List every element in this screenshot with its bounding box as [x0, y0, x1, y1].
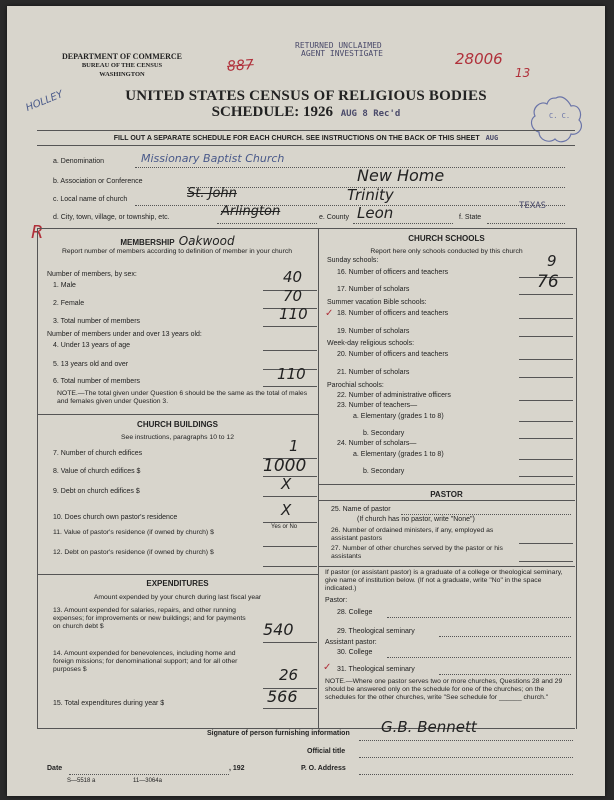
q21-label: 21. Number of scholars [337, 369, 410, 376]
q25-note: (If church has no pastor, write "None") [357, 516, 475, 523]
bureau-name: BUREAU OF THE CENSUS [81, 62, 163, 69]
print-code: 11—3064a [133, 778, 162, 784]
margin-mark-r: R [31, 222, 44, 243]
q18-label: 18. Number of officers and teachers [337, 310, 449, 317]
po-address-label: P. O. Address [301, 765, 346, 772]
parochial-schools-label: Parochial schools: [327, 382, 384, 389]
q19-label: 19. Number of scholars [337, 328, 410, 335]
schedule-title: SCHEDULE: 1926 AUG 8 Rec'd [211, 104, 401, 120]
q28-label: 28. College [337, 609, 373, 616]
city-struck: Arlington [221, 204, 281, 219]
num-edifices-label: 7. Number of church edifices [53, 450, 143, 457]
state-value: TEXAS [519, 201, 547, 211]
q24b-label: b. Secondary [363, 468, 405, 475]
local-name-struck: St. John [187, 186, 237, 201]
association-value: New Home [357, 166, 445, 185]
over-13-label: 5. 13 years old and over [53, 361, 129, 368]
residence-debt-label: 12. Debt on pastor's residence (if owned by church) $ [53, 549, 214, 556]
graduate-instruction: If pastor (or assistant pastor) is a graduate of a college or theological seminary, give name of institution below. (If not a graduate, write "No" in the space indicated.) [325, 569, 563, 592]
pastor-label: Pastor: [325, 597, 348, 604]
female-value: 70 [283, 287, 303, 305]
seal-text: C. C. [549, 112, 571, 120]
association-label: b. Association or Conference [53, 178, 143, 185]
q17-label: 17. Number of scholars [337, 286, 410, 293]
members-by-sex-label: Number of members, by sex: [47, 271, 137, 278]
edifice-value: 1000 [263, 456, 307, 476]
census-form [7, 6, 605, 796]
salaries-label: 13. Amount expended for salaries, repairs, and other running expenses; for improvements or new buildings; and for payments on church debt $ [53, 607, 246, 630]
weekday-schools-label: Week-day religious schools: [327, 340, 415, 347]
location: WASHINGTON [99, 71, 145, 78]
q16-value: 9 [547, 252, 557, 270]
q31-checkmark: ✓ [323, 662, 332, 673]
handwritten-number-887: 887 [226, 57, 255, 75]
expenditures-heading: EXPENDITURES [146, 579, 209, 588]
official-title-label: Official title [307, 748, 346, 755]
male-value: 40 [283, 268, 303, 286]
schools-instruction: Report here only schools conducted by this church [370, 248, 523, 255]
q17-value: 76 [537, 272, 559, 292]
total-expenditures-label: 15. Total expenditures during year $ [53, 700, 165, 707]
edifice-value-label: 8. Value of church edifices $ [53, 468, 141, 475]
denomination-label: a. Denomination [53, 158, 104, 165]
q23-label: 23. Number of teachers— [337, 402, 418, 409]
total-members-label: 3. Total number of members [53, 318, 141, 325]
year-label: , 192 [229, 765, 245, 772]
total-age-value: 110 [277, 365, 306, 383]
buildings-heading: CHURCH BUILDINGS [137, 420, 218, 429]
form-title: UNITED STATES CENSUS OF RELIGIOUS BODIES [125, 88, 487, 104]
form-code: S—5518 a [67, 778, 96, 784]
residence-value-label: 11. Value of pastor's residence (if owned by church) $ [53, 529, 214, 536]
age-label: Number of members under and over 13 years old: [47, 331, 202, 338]
q23a-label: a. Elementary (grades 1 to 8) [353, 413, 444, 420]
local-name-label: c. Local name of church [53, 196, 128, 203]
q16-label: 16. Number of officers and teachers [337, 269, 449, 276]
schools-heading: CHURCH SCHOOLS [408, 234, 485, 243]
male-label: 1. Male [53, 282, 76, 289]
female-label: 2. Female [53, 300, 85, 307]
form-number: 28006 [455, 50, 503, 68]
state-label: f. State [459, 214, 482, 221]
city-label: d. City, town, village, or township, etc. [53, 214, 170, 221]
yes-no-caption: Yes or No [271, 524, 298, 530]
summer-schools-label: Summer vacation Bible schools: [327, 299, 427, 306]
debt-edifices-label: 9. Debt on church edifices $ [53, 488, 140, 495]
pastor-residence-value: X [281, 501, 292, 519]
buildings-instruction: See instructions, paragraphs 10 to 12 [121, 434, 234, 441]
department-header [47, 52, 197, 79]
q26-label: 26. Number of ordained ministers, if any, employed as assistant pastors [331, 527, 494, 542]
q31-label: 31. Theological seminary [337, 666, 415, 673]
benevolences-value: 26 [279, 666, 299, 684]
q24-label: 24. Number of scholars— [337, 440, 417, 447]
q25-label: 25. Name of pastor [331, 506, 391, 513]
membership-heading: MEMBERSHIP Oakwood [120, 234, 235, 248]
q27-label: 27. Number of other churches served by the pastor or his assistants [331, 545, 503, 560]
department-name: DEPARTMENT OF COMMERCE [61, 52, 182, 61]
under-13-label: 4. Under 13 years of age [53, 342, 131, 349]
q20-label: 20. Number of officers and teachers [337, 351, 449, 358]
benevolences-label: 14. Amount expended for benevolences, including home and foreign missions; for denominational support; and for all other purposes $ [53, 650, 238, 673]
membership-note: NOTE.—The total given under Question 6 should be the same as the total of males and females given under Question 3. [57, 390, 308, 405]
form-subnumber: 13 [515, 66, 531, 80]
county-label: e. County [319, 214, 349, 221]
returned-stamp: RETURNED UNCLAIMED AGENT INVESTIGATE [295, 41, 383, 58]
pastor-heading: PASTOR [430, 490, 463, 499]
sunday-schools-label: Sunday schools: [327, 257, 379, 264]
q30-label: 30. College [337, 649, 373, 656]
county-value: Leon [357, 204, 394, 222]
q24a-label: a. Elementary (grades 1 to 8) [353, 451, 444, 458]
pastor-residence-label: 10. Does church own pastor's residence [53, 514, 178, 521]
total-age-label: 6. Total number of members [53, 378, 141, 385]
instructions-banner: FILL OUT A SEPARATE SCHEDULE FOR EACH CHURCH. SEE INSTRUCTIONS ON THE BACK OF THIS SHEET AUG [37, 130, 575, 146]
q18-checkmark: ✓ [325, 308, 334, 319]
holley-note: HOLLEY [24, 89, 65, 114]
q29-label: 29. Theological seminary [337, 628, 415, 635]
expenditures-instruction: Amount expended by your church during last fiscal year [93, 594, 262, 601]
assistant-pastor-label: Assistant pastor: [325, 639, 377, 646]
total-members-value: 110 [279, 305, 308, 323]
salaries-value: 540 [263, 620, 294, 639]
membership-instruction: Report number of members according to definition of member in your church [61, 248, 293, 255]
date-label: Date [47, 765, 63, 772]
q23b-label: b. Secondary [363, 430, 405, 437]
denomination-value: Missionary Baptist Church [141, 152, 285, 165]
q22-label: 22. Number of administrative officers [337, 392, 451, 399]
signature-label: Signature of person furnishing information [207, 730, 350, 737]
local-name-value: Trinity [347, 186, 394, 204]
debt-edifices-value: X [281, 475, 292, 493]
num-edifices-value: 1 [289, 437, 299, 455]
signature-value: G.B. Bennett [381, 718, 477, 736]
total-expenditures-value: 566 [267, 687, 298, 706]
pastor-note: NOTE.—Where one pastor serves two or more churches, Questions 28 and 29 should be answered only on the schedule for one of the churches; on the schedules for the other churches, write "See schedule for ______ church." [325, 678, 563, 701]
